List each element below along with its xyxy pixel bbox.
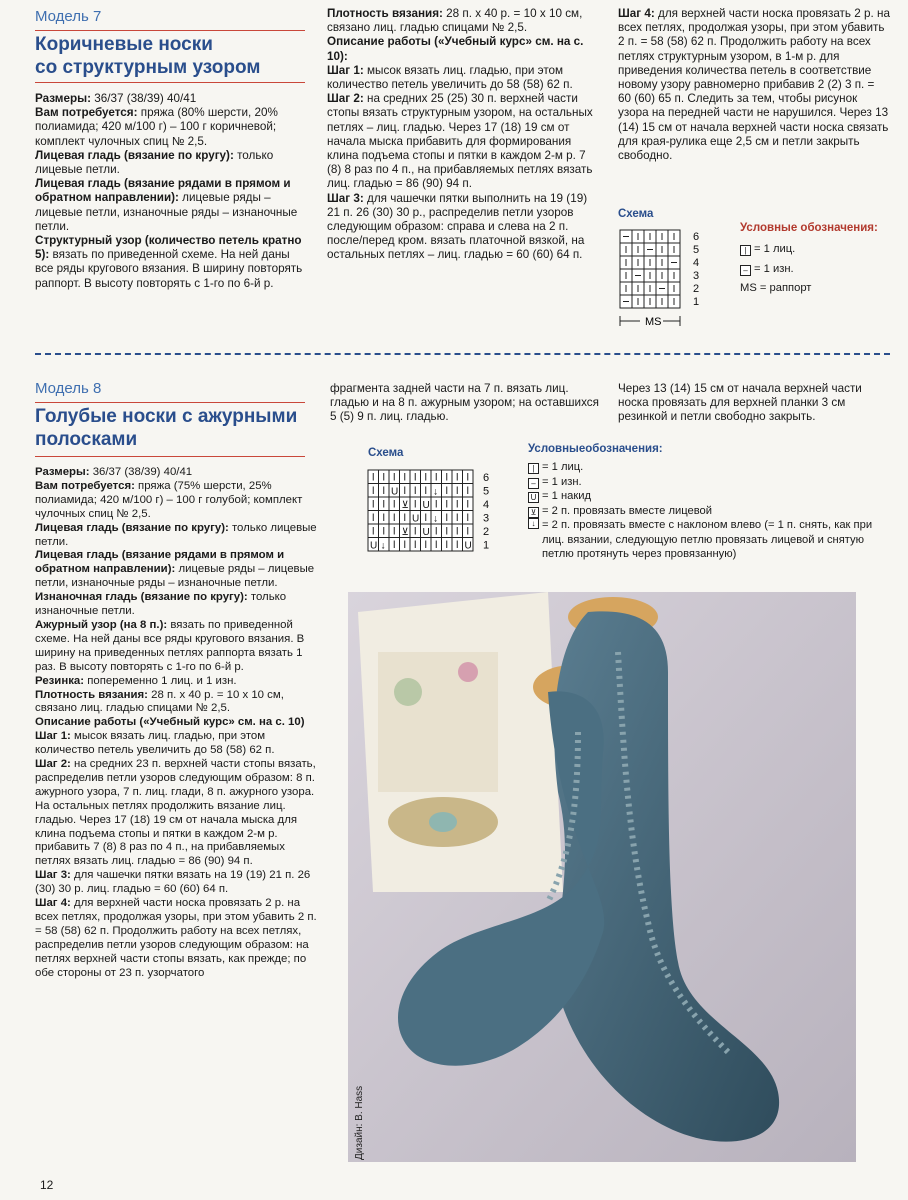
model8-rule-bottom [35, 456, 305, 457]
model8-col1-paragraph: Вам потребуется: пряжа (75% шерсти, 25% полиамида; 420 м/100 г) – 100 г голубой; комплект чулочных спиц № 2,5. [35, 479, 303, 520]
model7-col2-paragraph: Плотность вязания: 28 п. х 40 р. = 10 х 10 см, связано лиц. гладью спицами № 2,5. [327, 7, 583, 35]
model8-title-line2: полосками [35, 429, 138, 450]
model7-legend-purl: – = 1 изн. [740, 262, 811, 277]
model8-legend-k2tog: ⊻ = 2 п. провязать вместе лицевой [528, 504, 888, 519]
yarn-over-symbol-icon: U [528, 492, 539, 503]
socks-photo [348, 592, 856, 1162]
model8-column-2: фрагмента задней части на 7 п. вязать лиц. гладью и на 8 п. ажурным узором; на оставшихся 5 (5) 9 п. лиц. гладью. [330, 382, 599, 424]
model8-col1-paragraph: Шаг 2: на средних 23 п. верхней части стопы вязать, распределив петли узоров следующим образом: 8 п. ажурного узора, 7 п. лиц. глади, 8 п. ажурного узора. На остальных петлях продолжить вязание лиц. гладью. Через 17 (18) 19 см от начала мыска для клина подъема стопы и пятки в каждом 2-м р. прибавить 7 (8) 8 раз по 4 п., на прибавляемых петлях вязать лиц. гладью = 86 (90) 94 п. [35, 758, 316, 868]
model7-title-line2: со структурным узором [35, 57, 261, 78]
model7-rule-bottom [35, 82, 305, 83]
purl-symbol-icon: – [740, 265, 751, 276]
chart-symbol: U [422, 500, 430, 511]
chart-row-number: 2 [693, 283, 700, 295]
chart-row-number: 2 [483, 526, 490, 538]
purl-symbol-icon: – [528, 478, 539, 489]
chart-symbol: ↓ [433, 486, 438, 498]
model8-col1-paragraph: Плотность вязания: 28 п. х 40 р. = 10 х 10 см, связано лиц. гладью спицами № 2,5. [35, 688, 284, 715]
model7-col1-paragraph: Размеры: 36/37 (38/39) 40/41 [35, 92, 197, 105]
model8-legend-ssk: ↓ = 2 п. провязать вместе с наклоном влево (= 1 п. снять, как при лиц. вязании, следующую петлю провязать лицевой и снятую петлю протянуть через провязанную) [528, 518, 888, 562]
model7-col2-paragraph: Шаг 1: мысок вязать лиц. гладью, при этом количество петель увеличить до 58 (58) 62 п. [327, 63, 573, 92]
chart-symbol: U [422, 527, 430, 538]
socks-illustration [348, 592, 856, 1162]
model7-title-line1: Коричневые носки [35, 34, 213, 55]
chart-row-number: 4 [693, 257, 700, 269]
model7-rule-top [35, 30, 305, 31]
chart-symbol: U [391, 486, 399, 498]
model7-col2-paragraph: Шаг 3: для чашечки пятки выполнить на 19 (19) 21 п. 26 (30) 30 р., распределив петли узоров следующим образом: справа и слева на 2 п. после/перед кром. вязать платочной вязкой, на остальных петлях – лиц. гладью = 60 (60) 64 п. [327, 191, 588, 262]
model8-col1-paragraph: Шаг 4: для верхней части носка провязать 2 р. на всех петлях, продолжая узоры, при этом убавить 2 п. = 58 (58) 62 п. Продолжить работу на всех петлях, распределив петли узоров следующим образом: на петлях верхней части стопы вязать, как прежде; по обе стороны от 23 п. узорчатого [35, 897, 317, 979]
chart-symbol: U [464, 540, 472, 552]
chart-row-number: 5 [483, 485, 490, 498]
chart-row-number: 6 [483, 472, 490, 484]
photo-credit: Дизайн: B. Hass [354, 1085, 365, 1160]
chart-symbol: U [370, 540, 378, 552]
chart-row-number: 6 [693, 231, 700, 243]
knit-symbol-icon: | [740, 245, 751, 256]
ssk-symbol-icon: ↓ [528, 518, 539, 529]
model8-col1-paragraph: Лицевая гладь (вязание рядами в прямом и обратном направлении): лицевые ряды – лицевые петли, изнаночные ряды – изнаночные петли. [35, 549, 315, 590]
model7-legend-repeat: MS = раппорт [740, 282, 812, 294]
model8-column-1 [35, 466, 317, 981]
model8-rule-top [35, 402, 305, 403]
model8-label: Модель 8 [35, 380, 102, 397]
model8-column-3: Через 13 (14) 15 см от начала верхней части носка провязать для верхней планки 3 см резинкой и петли свободно закрыть. [618, 382, 862, 424]
chart-row-number: 3 [483, 512, 490, 525]
model8-col1-paragraph: Резинка: попеременно 1 лиц. и 1 изн. [35, 674, 237, 687]
chart-symbol: ⊻ [401, 527, 409, 538]
chart-row-number: 3 [693, 270, 700, 282]
page-number: 12 [40, 1178, 54, 1192]
model7-col3-paragraph: Шаг 4: для верхней части носка провязать 2 р. на всех петлях, продолжая узоры, при этом убавить 2 п. = 58 (58) 62 п. Продолжить работу на всех петлях структурным узором, в 1-м р. для приведения количества петель в соответствие новому узору равномерно прибавив 2 (2) 3 п. = 60 (60) 65 п. Следить за тем, чтобы рисунок узора на передней части не нарушился. Через 13 (14) 15 см от начала верхней части носка связать для края-рулика еще 2,5 см и петли закрыть свободно. [618, 7, 890, 163]
chart-row-number: 1 [483, 539, 490, 552]
model7-col1-paragraph: Лицевая гладь (вязание по кругу): только лицевые петли. [35, 148, 274, 177]
chart-symbol: ⊻ [401, 500, 409, 511]
k2tog-symbol-icon: ⊻ [528, 507, 539, 518]
model8-stitch-chart [365, 465, 500, 560]
chart-row-number: 1 [693, 296, 700, 308]
section-separator [35, 353, 890, 355]
model8-title [35, 405, 320, 451]
model7-label: Модель 7 [35, 8, 102, 25]
model8-col1-paragraph: Изнаночная гладь (вязание по кругу): только изнаночные петли. [35, 591, 287, 618]
chart-row-number: 5 [693, 244, 700, 256]
model8-legend-purl: – = 1 изн. [528, 475, 888, 490]
model7-col2-paragraph: Описание работы («Учебный курс» см. на с. 10): [327, 35, 584, 63]
model7-column-3 [618, 7, 890, 163]
model8-legend-knit: | = 1 лиц. [528, 460, 888, 475]
model8-col1-paragraph: Шаг 1: мысок вязать лиц. гладью, при этом количество петель увеличить до 58 (58) 62 п. [35, 730, 275, 757]
model7-column-1 [35, 92, 307, 291]
model8-schema-title: Схема [368, 447, 404, 459]
model7-ms-label: MS [645, 316, 662, 328]
model8-col1-paragraph: Ажурный узор (на 8 п.): вязать по приведенной схеме. На ней даны все ряды кругового вязания. В ширину на приведенных петлях раппорта вязать 1 раз. В высоту повторять с 1-го по 6-й р. [35, 618, 305, 673]
model8-legend-title: Условныеобозначения: [528, 443, 663, 455]
model7-legend [740, 242, 811, 296]
model8-col1-paragraph: Описание работы («Учебный курс» см. на с. 10) [35, 716, 305, 729]
chart-symbol: U [412, 513, 420, 525]
model7-title [35, 33, 310, 79]
model8-col1-paragraph: Размеры: 36/37 (38/39) 40/41 [35, 466, 193, 478]
chart-symbol: ↓ [433, 513, 438, 525]
model7-stitch-chart [615, 225, 715, 335]
model7-col2-paragraph: Шаг 2: на средних 25 (25) 30 п. верхней части стопы вязать структурным узором, на остальных петлях – лиц. гладью. Через 17 (18) 19 см от начала мыска прибавить для формирования клина подъема стопы и пятки в каждом 2-м р. 7 (8) 8 раз по 4 п., на прибавляемых петлях вязать лиц. гладью = 86 (90) 94 п. [327, 92, 593, 191]
model8-col1-paragraph: Лицевая гладь (вязание по кругу): только лицевые петли. [35, 521, 317, 548]
chart-symbol: ↓ [380, 540, 386, 552]
chart-row-number: 4 [483, 499, 490, 511]
model8-title-line1: Голубые носки с ажурными [35, 406, 298, 427]
model7-schema-title: Схема [618, 208, 654, 220]
model7-column-2 [327, 7, 599, 263]
model7-col1-paragraph: Структурный узор (количество петель кратно 5): вязать по приведенной схеме. На ней даны все ряды кругового вязания. В ширину повторять раппорт. В высоту повторять с 1-го по 6-й р. [35, 234, 303, 290]
model7-col1-paragraph: Вам потребуется: пряжа (80% шерсти, 20% полиамида; 420 м/100 г) – 100 г коричневой; комплект чулочных спиц № 2,5. [35, 106, 278, 148]
model8-legend [528, 460, 888, 562]
model8-legend-yarnover: U = 1 накид [528, 489, 888, 504]
model7-col1-paragraph: Лицевая гладь (вязание рядами в прямом и обратном направлении): лицевые ряды – лицевые петли, изнаночные ряды – изнаночные петли. [35, 177, 298, 233]
knit-symbol-icon: | [528, 463, 539, 474]
model7-legend-knit: | = 1 лиц. [740, 242, 811, 257]
model8-col1-paragraph: Шаг 3: для чашечки пятки вязать на 19 (19) 21 п. 26 (30) 30 р. лиц. гладью = 60 (60) 64 п. [35, 869, 311, 896]
model7-legend-title: Условные обозначения: [740, 222, 878, 234]
